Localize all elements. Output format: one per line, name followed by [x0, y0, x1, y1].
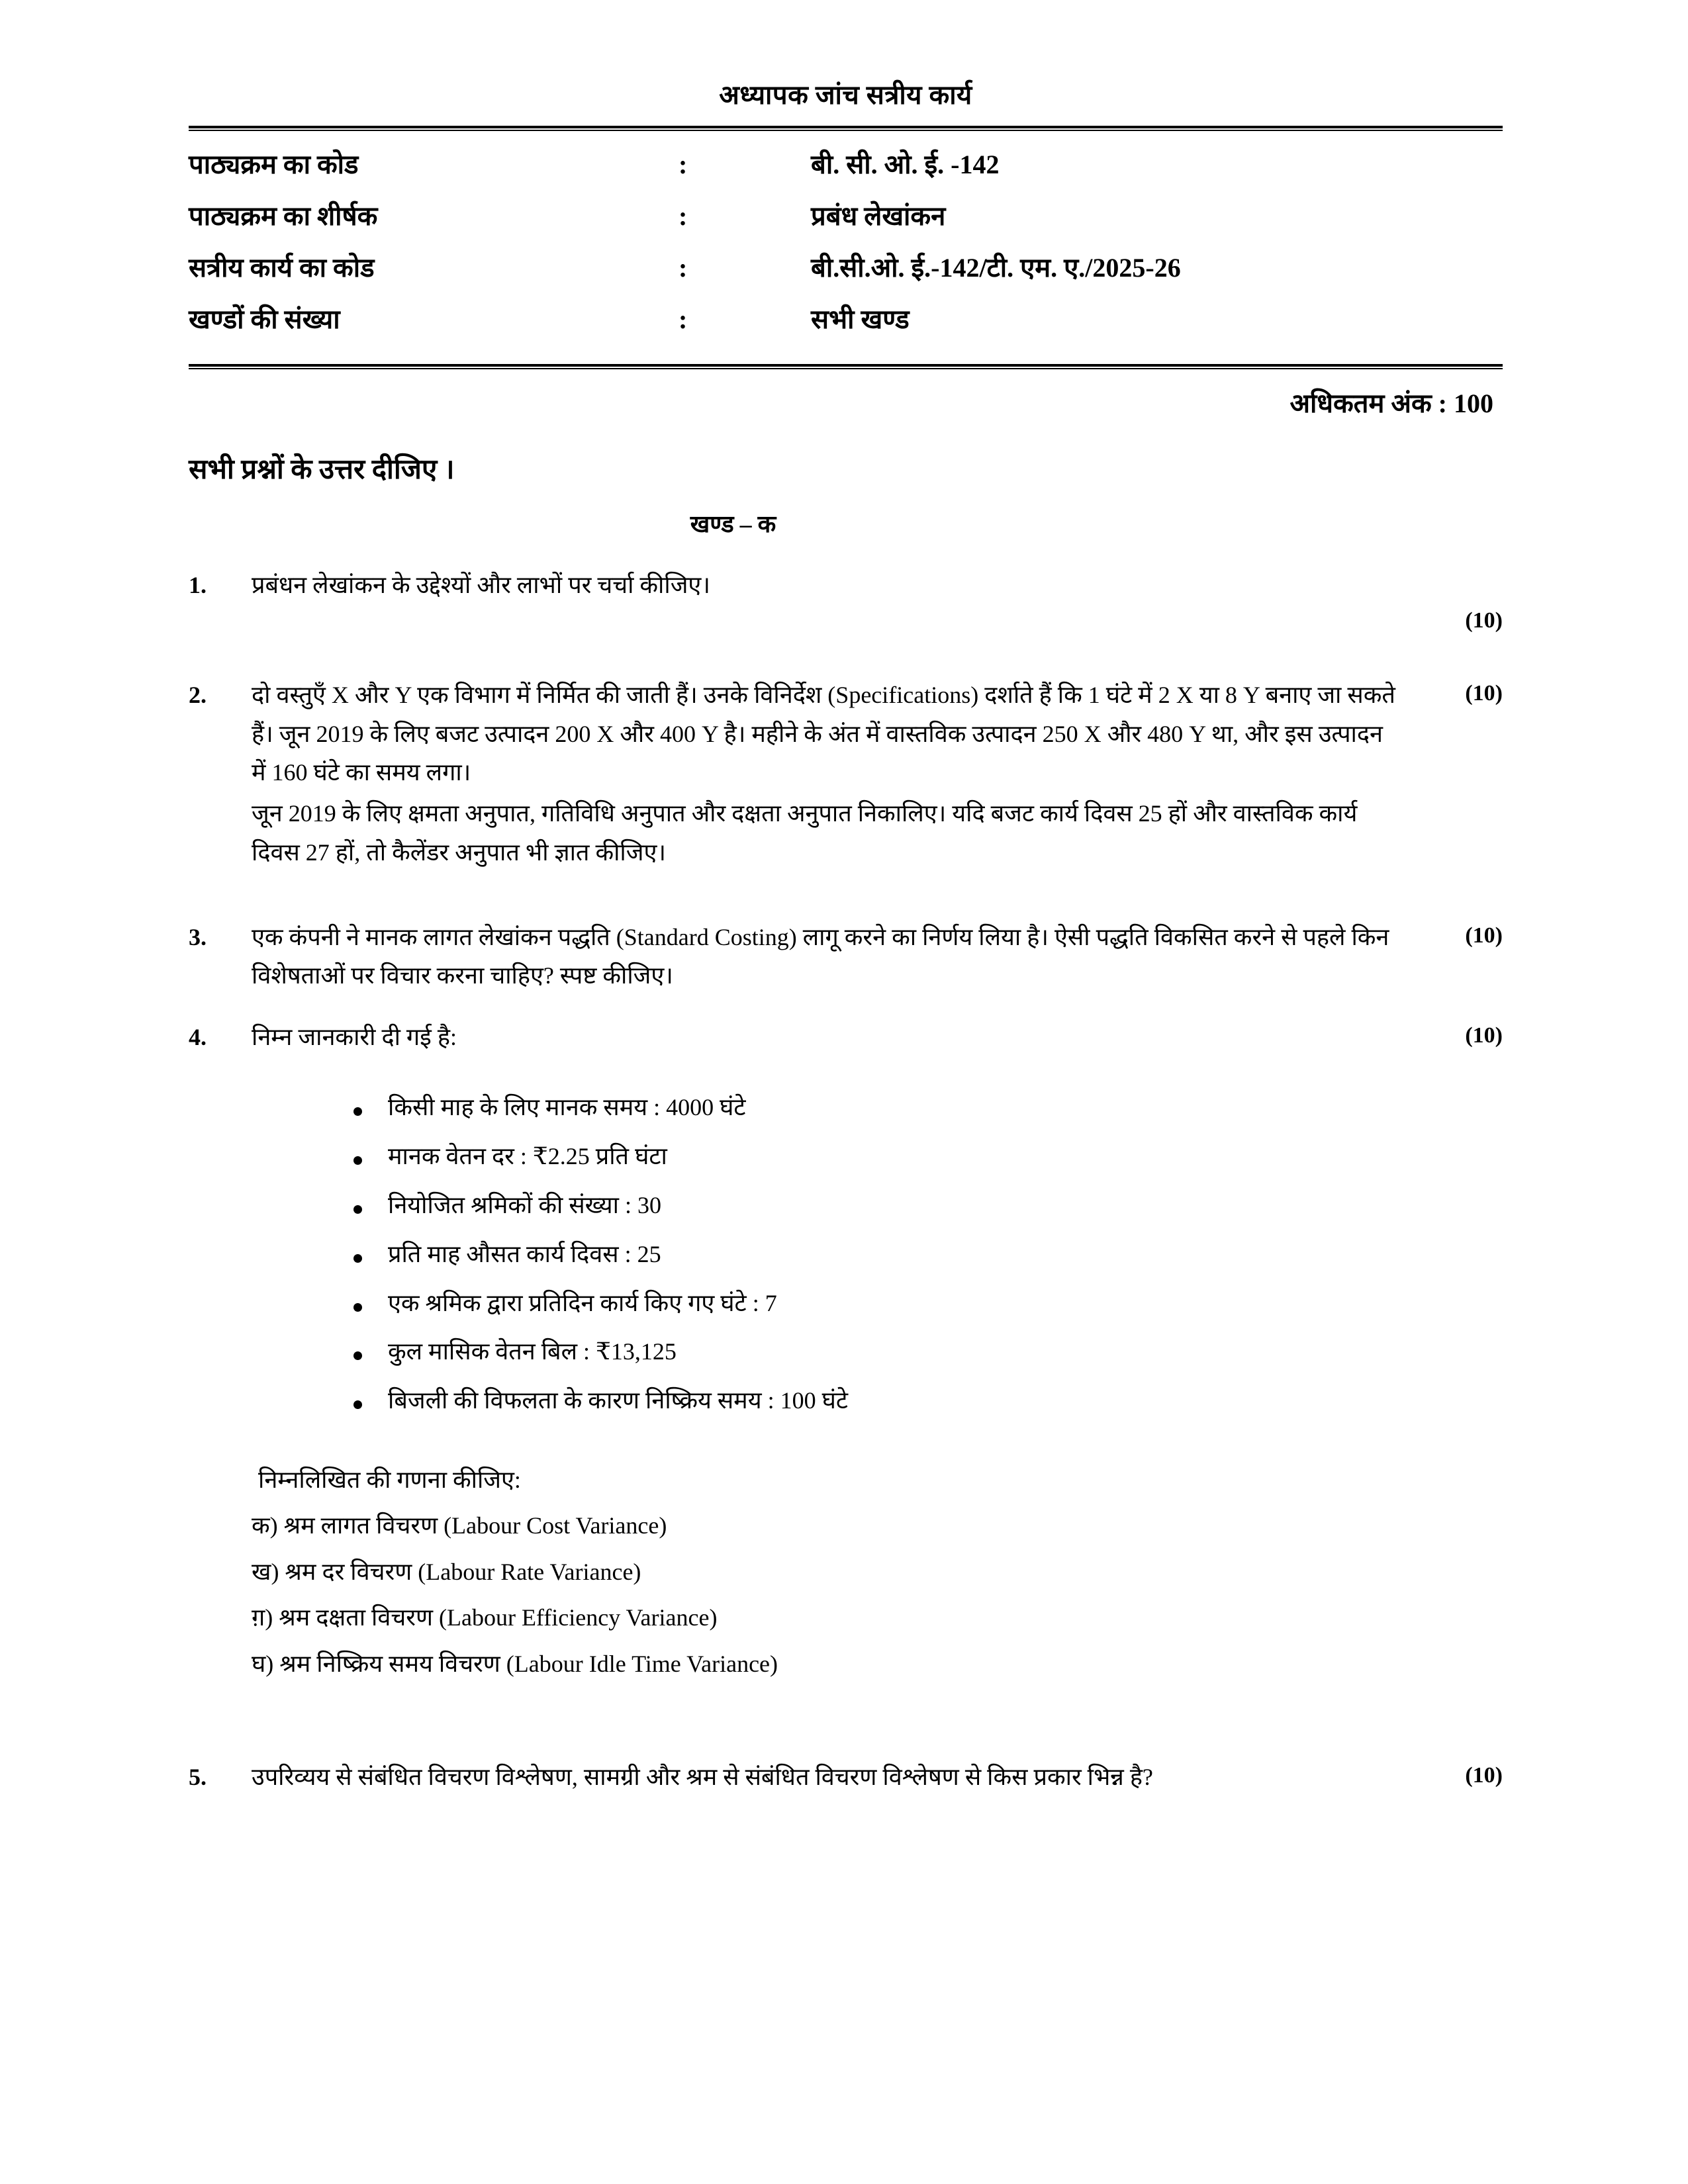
meta-colon: : [679, 304, 688, 334]
meta-colon: : [679, 201, 688, 231]
list-item: नियोजित श्रमिकों की संख्या : 30 [350, 1191, 1397, 1220]
list-item: मानक वेतन दर : ₹2.25 प्रति घंटा [350, 1142, 1397, 1171]
course-meta-table [189, 139, 1503, 345]
list-item: एक श्रमिक द्वारा प्रतिदिन कार्य किए गए घंटे : 7 [350, 1289, 1397, 1318]
question-marks: (10) [1465, 923, 1503, 948]
meta-value-blocks-count: सभी खण्ड [811, 304, 910, 334]
list-item: कुल मासिक वेतन बिल : ₹13,125 [350, 1338, 1397, 1367]
question-5 [189, 1758, 1503, 1796]
question-text: निम्न जानकारी दी गई है: [252, 1023, 457, 1050]
meta-colon: : [679, 253, 688, 283]
meta-label-blocks-count: खण्डों की संख्या [189, 304, 340, 334]
meta-value-assignment-code: बी.सी.ओ. ई.-142/टी. एम. ए./2025-26 [811, 253, 1181, 283]
table-row [189, 139, 1503, 191]
question-body [252, 1018, 1410, 1680]
list-item: ग़) श्रम दक्षता विचरण (Labour Efficiency Variance) [252, 1604, 718, 1631]
meta-label-course-title: पाठ्यक्रम का शीर्षक [189, 201, 378, 231]
header-rule-top [189, 126, 1503, 131]
question-marks: (10) [1465, 681, 1503, 706]
question-marks: (10) [1465, 1023, 1503, 1048]
list-item: क) श्रम लागत विचरण (Labour Cost Variance) [252, 1512, 667, 1539]
question-body [252, 566, 1410, 604]
question-number: 3. [189, 923, 207, 950]
header-rule-bottom [189, 364, 1503, 369]
question-number: 1. [189, 572, 207, 598]
meta-label-course-code: पाठ्यक्रम का कोड [189, 150, 359, 179]
question-1 [189, 566, 1503, 639]
page-title: अध्यापक जांच सत्रीय कार्य [719, 80, 972, 110]
question-text: एक कंपनी ने मानक लागत लेखांकन पद्धति (Standard Costing) लागू करने का निर्णय लिया है। ऐसी पद्धति विकसित करने से पहले किन विशेषताओं पर विचार करना चाहिए? स्पष्ट कीजिए। [252, 923, 1389, 989]
question-body [252, 1758, 1410, 1796]
list-item: ख) श्रम दर विचरण (Labour Rate Variance) [252, 1558, 641, 1585]
meta-value-course-title: प्रबंध लेखांकन [811, 201, 946, 231]
question-number: 4. [189, 1023, 207, 1050]
meta-colon: : [679, 150, 688, 179]
question-marks: (10) [1465, 608, 1503, 633]
page-content [189, 0, 1503, 1796]
list-item: प्रति माह औसत कार्य दिवस : 25 [350, 1240, 1397, 1269]
question-text: प्रबंधन लेखांकन के उद्देश्यों और लाभों पर चर्चा कीजिए। [252, 572, 710, 598]
question-marks: (10) [1465, 1763, 1503, 1788]
list-item: बिजली की विफलता के कारण निष्क्रिय समय : 100 घंटे [350, 1387, 1397, 1416]
question-body [252, 676, 1410, 872]
calculate-instruction: निम्नलिखित की गणना कीजिए: [258, 1467, 521, 1494]
meta-label-assignment-code: सत्रीय कार्य का कोड [189, 253, 375, 283]
list-item: किसी माह के लिए मानक समय : 4000 घंटे [350, 1093, 1397, 1122]
question-number: 2. [189, 682, 207, 709]
table-row [189, 294, 1503, 345]
question-text: जून 2019 के लिए क्षमता अनुपात, गतिविधि अनुपात और दक्षता अनुपात निकालिए। यदि बजट कार्य दिवस 25 हों और वास्तविक कार्य दिवस 27 हों, तो कैलेंडर अनुपात भी ज्ञात कीजिए। [252, 800, 1358, 866]
section-heading: खण्ड – क [690, 511, 776, 537]
question-2 [189, 676, 1503, 872]
list-item: घ) श्रम निष्क्रिय समय विचरण (Labour Idle Time Variance) [252, 1650, 778, 1677]
table-row [189, 242, 1503, 294]
question-text: उपरिव्यय से संबंधित विचरण विश्लेषण, सामग्री और श्रम से संबंधित विचरण विश्लेषण से किस प्रकार भिन्न है? [252, 1764, 1153, 1791]
question-text: दो वस्तुएँ X और Y एक विभाग में निर्मित की जाती हैं। उनके विनिर्देश (Specifications) दर्शाते हैं कि 1 घंटे में 2 X या 8 Y बनाए जा सकते हैं। जून 2019 के लिए बजट उत्पादन 200 X और 400 Y है। महीने के अंत में वास्तविक उत्पादन 250 X और 480 Y था, और इस उत्पादन में 160 घंटे का समय लगा। [252, 682, 1395, 786]
answer-all-instruction: सभी प्रश्नों के उत्तर दीजिए । [189, 455, 455, 485]
question-4 [189, 1018, 1503, 1680]
sub-parts-list [252, 1510, 1397, 1680]
max-marks: अधिकतम अंक : 100 [1289, 388, 1493, 418]
table-row [189, 191, 1503, 242]
question-body [252, 918, 1410, 995]
given-information-list [252, 1093, 1397, 1416]
question-number: 5. [189, 1764, 207, 1791]
meta-value-course-code: बी. सी. ओ. ई. -142 [811, 150, 1000, 179]
question-3 [189, 918, 1503, 995]
